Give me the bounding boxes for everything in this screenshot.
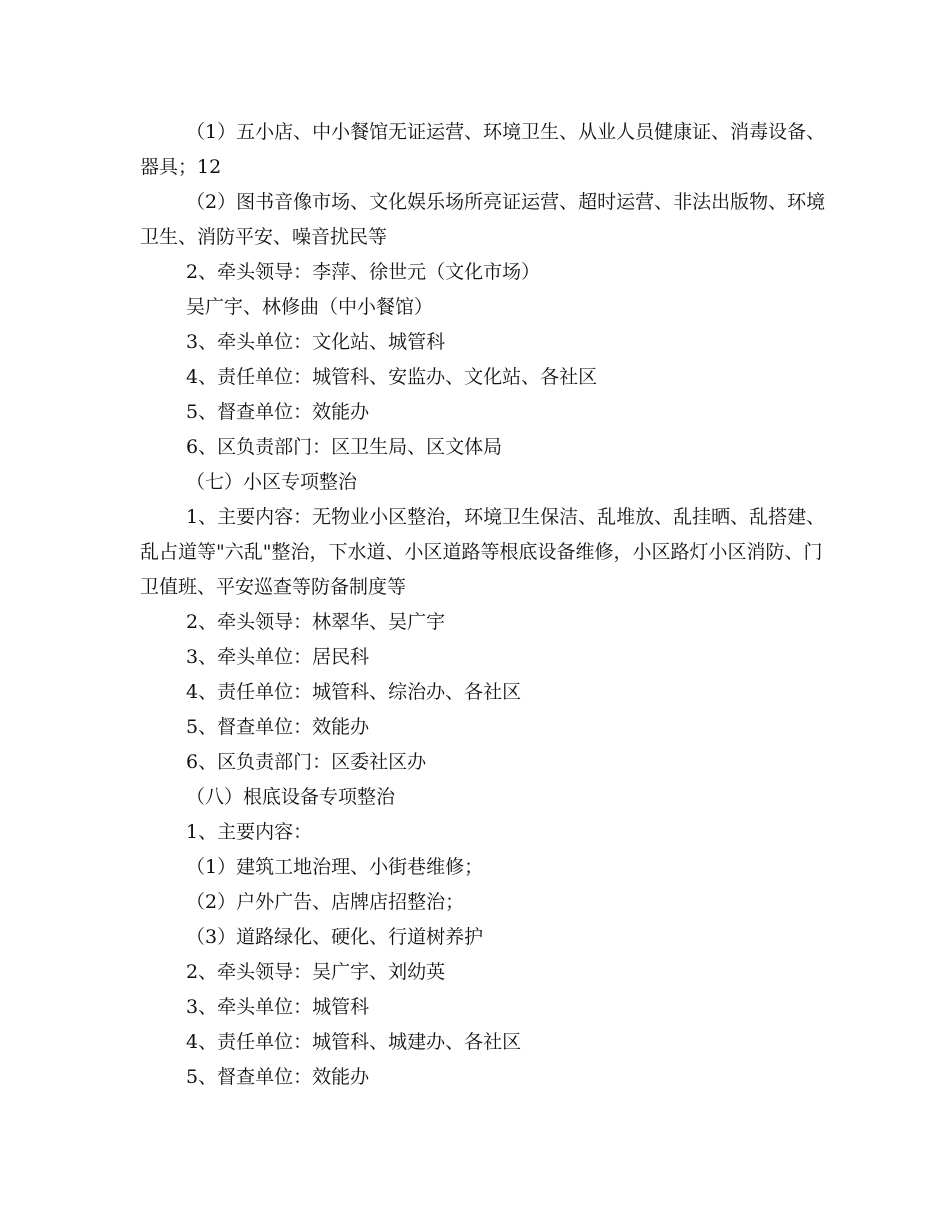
paragraph-responsible-unit-8: 4、责任单位：城管科、城建办、各社区 xyxy=(186,1031,522,1053)
paragraph-item-1a: （1）五小店、中小餐馆无证运营、环境卫生、从业人员健康证、消毒设备、器具；12 xyxy=(140,121,826,178)
document-body xyxy=(140,115,830,1095)
paragraph-supervision-unit-8: 5、督查单位：效能办 xyxy=(186,1066,370,1088)
paragraph-supervision-unit-7: 5、督查单位：效能办 xyxy=(186,716,370,738)
paragraph-item-8-1: （1）建筑工地治理、小街巷维修； xyxy=(186,856,484,878)
paragraph-responsible-unit: 4、责任单位：城管科、安监办、文化站、各社区 xyxy=(186,366,598,388)
paragraph-district-dept-7: 6、区负责部门：区委社区办 xyxy=(186,751,427,773)
paragraph-responsible-unit-7: 4、责任单位：城管科、综治办、各社区 xyxy=(186,681,522,703)
paragraph-lead-leaders-7: 2、牵头领导：林翠华、吴广宇 xyxy=(186,611,446,633)
paragraph-item-8-3: （3）道路绿化、硬化、行道树养护 xyxy=(186,926,484,948)
paragraph-item-8-2: （2）户外广告、店牌店招整治； xyxy=(186,891,465,913)
paragraph-lead-leaders-cont: 吴广宇、林修曲（中小餐馆） xyxy=(186,296,434,318)
paragraph-main-content-8: 1、主要内容： xyxy=(186,821,313,843)
paragraph-supervision-unit: 5、督查单位：效能办 xyxy=(186,401,370,423)
section-heading-8: （八）根底设备专项整治 xyxy=(186,786,396,808)
paragraph-main-content-7: 1、主要内容：无物业小区整治，环境卫生保洁、乱堆放、乱挂晒、乱搭建、乱占道等"六乱"整治，下水道、小区道路等根底设备维修，小区路灯小区消防、门卫值班、平安巡查等防备制度等 xyxy=(140,506,826,598)
paragraph-lead-leaders-8: 2、牵头领导：吴广宇、刘幼英 xyxy=(186,961,446,983)
paragraph-lead-leaders: 2、牵头领导：李萍、徐世元（文化市场） xyxy=(186,261,541,283)
paragraph-item-1b: （2）图书音像市场、文化娱乐场所亮证运营、超时运营、非法出版物、环境卫生、消防平安、噪音扰民等 xyxy=(140,191,826,248)
paragraph-lead-unit-8: 3、牵头单位：城管科 xyxy=(186,996,370,1018)
section-heading-7: （七）小区专项整治 xyxy=(186,471,358,493)
paragraph-district-dept: 6、区负责部门：区卫生局、区文体局 xyxy=(186,436,503,458)
paragraph-lead-unit: 3、牵头单位：文化站、城管科 xyxy=(186,331,446,353)
paragraph-lead-unit-7: 3、牵头单位：居民科 xyxy=(186,646,370,668)
